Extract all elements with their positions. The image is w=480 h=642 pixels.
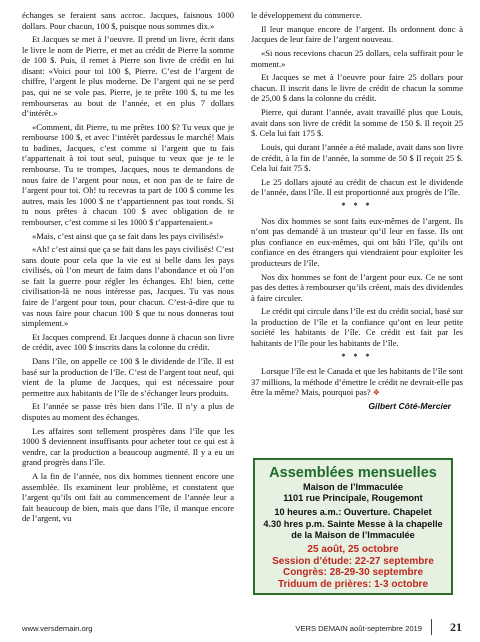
meetings-announcement-box <box>253 458 453 595</box>
footer-divider <box>431 619 432 635</box>
box-title: Assemblées mensuelles <box>269 465 437 481</box>
box-study-session: Session d’étude: 22-27 septembre <box>272 555 434 567</box>
box-triduum: Triduum de prières: 1-3 octobre <box>277 578 429 590</box>
website-link[interactable]: www.versdemain.org <box>22 624 93 633</box>
paragraph: Le crédit qui circule dans l’île est du crédit social, basé sur la production de l’île et la confiance qu’ont en leur petite société les habitants de l’île. Ce crédit est fait par les habitants de l’île pour les habitants de l’île. <box>251 306 463 348</box>
author-signature: Gilbert Côté-Mercier <box>368 401 451 412</box>
paragraph: «Comment, dit Pierre, tu me prêtes 100 $? Tu veux que je rembourse 100 $, et avec l’intérêt pardessus le marché! Mais tu badines, Jacques, c’est comme si l’argent que tu fais t’appartenait à toi tout seul, puisque tu veux que je te le rembourse. Tu te trompes, Jacques, nous te demandons de nous faire de l’argent pour nous, et non pas de te faire de l’argent pour toi. Oh! tu recevras ta part de 100 $ comme les autres, mais les 1000 $ ne t’appartiennent pas tout ronds. Si tu nous prêtes à chacun 100 $ avec obligation de te rembourser, c’est comme si les 1000 $ t’appartenaient.» <box>22 121 234 227</box>
paragraph: Les affaires sont tellement prospères dans l’île que les 1000 $ deviennent insuffisants pour acheter tout ce qui est à vendre, car la production a beaucoup augmenté. Il y a eu un grand progrès dans l’île. <box>22 425 234 468</box>
paragraph: «Ah! c’est ainsi que ça se fait dans les pays civilisés! C’est sans doute pour cela que la vie est si belle dans les pays civilisés, où l’on meurt de faim dans l’abondance et où l’on se fait la guerre pour régler les échanges. Eh! bien, cette civilisation-là ne nous intéresse pas, Jacques. Tu vas nous faire de l’argent pour tous, pour chacun. C’est-à-dire que tu vas nous faire pour chacun 100 $ que tu nous donneras tout simplement.» <box>22 244 234 329</box>
box-address: 1101 rue Principale, Rougemont <box>283 493 423 504</box>
paragraph: Et Jacques se met à l’oeuvre. Il prend un livre, écrit dans le livre le nom de Pierre, et met au crédit de Pierre la somme de 100 $. Puis, il remet à Pierre son livre de crédit en lui disant: «Voici pour toi 100 $, Pierre. C’est de l’argent de chiffre, l’argent le plus moderne. De l’argent qui ne se perd pas, qui ne se vole pas. Pierre, je te prête 100 $, tu me les rembourseras au bout de l’année, et en plus 7 dollars d’intérêt.» <box>22 34 234 119</box>
paragraph: Nos dix hommes se font de l’argent pour eux. Ce ne sont pas des dettes à rembourser qu’ils créent, mais des dividendes à faire circuler. <box>251 271 463 303</box>
box-congress: Congrès: 28-29-30 septembre <box>282 567 424 579</box>
paragraph <box>251 366 463 399</box>
paragraph: «Mais, c’est ainsi que ça se fait dans les pays civilisés!» <box>32 230 224 241</box>
box-schedule-afternoon: 4.30 hres p.m. Sainte Messe à la chapelle <box>263 518 443 529</box>
paragraph: Et Jacques se met à l’oeuvre pour faire 25 dollars pour chacun. Il inscrit dans le livre de crédit de chacun la somme de 25,00 $ dans la colonne du crédit. <box>251 72 463 104</box>
paragraph: échanges se feraient sans accroc. Jacques, faisnous 1000 dollars. Pour chacun, 100 $, puisque nous sommes dix.» <box>22 10 234 31</box>
paragraph: Louis, qui durant l’année a été malade, avait dans son livre de crédit, à la fin de l’année, la somme de 50 $ Il reçoit 25 $. Cela lui fait 75 $. <box>251 141 463 174</box>
paragraph: «Si nous recevions chacun 25 dollars, cela suffirait pour le moment.» <box>251 48 463 69</box>
paragraph: Le 25 dollars ajouté au crédit de chacun est le dividende de l’année, dans l’île. Il est proportionné aux progrès de l’île. <box>251 176 463 198</box>
paragraph: Pierre, qui durant l’année, avait travaillé plus que Louis, avait dans son livre de crédit la somme de 150 $. Il reçoit 25 $. Cela lui fait 175 $. <box>251 107 463 139</box>
box-schedule-place: de la Maison de l’Immaculée <box>291 529 415 540</box>
paragraph: A la fin de l’année, nos dix hommes tiennent encore une assemblée. Ils examinent leur problème, et constatent que l’argent qu’ils ont fait au commencement de l’année leur a fait beaucoup de bien, mais que dans l’île, il manque encore de l’argent, vu <box>22 471 234 524</box>
box-location-name: Maison de l’Immaculée <box>302 482 404 492</box>
section-separator: * * * <box>341 351 373 361</box>
page-footer <box>22 619 462 635</box>
left-column <box>22 10 234 527</box>
paragraph: Et l’année se passe très bien dans l’île. Il n’y a plus de disputes au moment des échanges. <box>22 401 234 422</box>
section-separator: * * * <box>341 201 373 211</box>
end-mark-icon: ❖ <box>372 388 380 398</box>
paragraph: Dans l’île, on appelle ce 100 $ le dividende de l’île. Il est basé sur la production de l’île. C’est de l’argent tout neuf, qui vient de la plume de Jacques, qui est nécessaire pour permettre aux habitants de l’île de s’échanger leurs produits. <box>22 356 234 398</box>
paragraph: Il leur manque encore de l’argent. Ils ordonnent donc à Jacques de leur faire de l’argent nouveau. <box>251 23 463 45</box>
page-number: 21 <box>450 620 462 634</box>
paragraph: Nos dix hommes se sont faits eux-mêmes de l’argent. Ils n’ont pas demandé à un trusteur qu’il leur en fasse. Ils ont plus confiance en eux-mêmes, qui ont bâti l’île, qu’ils ont confiance en des étrangers qui viendraient pour exploiter les producteurs de l’île. <box>251 215 463 268</box>
paragraph: le développement du commerce. <box>251 10 363 20</box>
right-column <box>251 10 463 412</box>
box-schedule-morning: 10 heures a.m.: Ouverture. Chapelet <box>274 507 432 518</box>
paragraph: Et Jacques comprend. Et Jacques donne à chacun son livre de crédit, avec 100 $ inscrits dans la colonne du crédit. <box>22 331 234 353</box>
box-dates: 25 août, 25 octobre <box>307 544 399 556</box>
magazine-issue: VERS DEMAIN août-septembre 2019 <box>295 624 422 633</box>
closing-text: Lorsque l’île est le Canada et que les habitants de l’île sont 37 millions, la méthode d’émettre le crédit ne devrait-elle pas être la même? Mais, pourquoi pas? <box>251 366 463 398</box>
